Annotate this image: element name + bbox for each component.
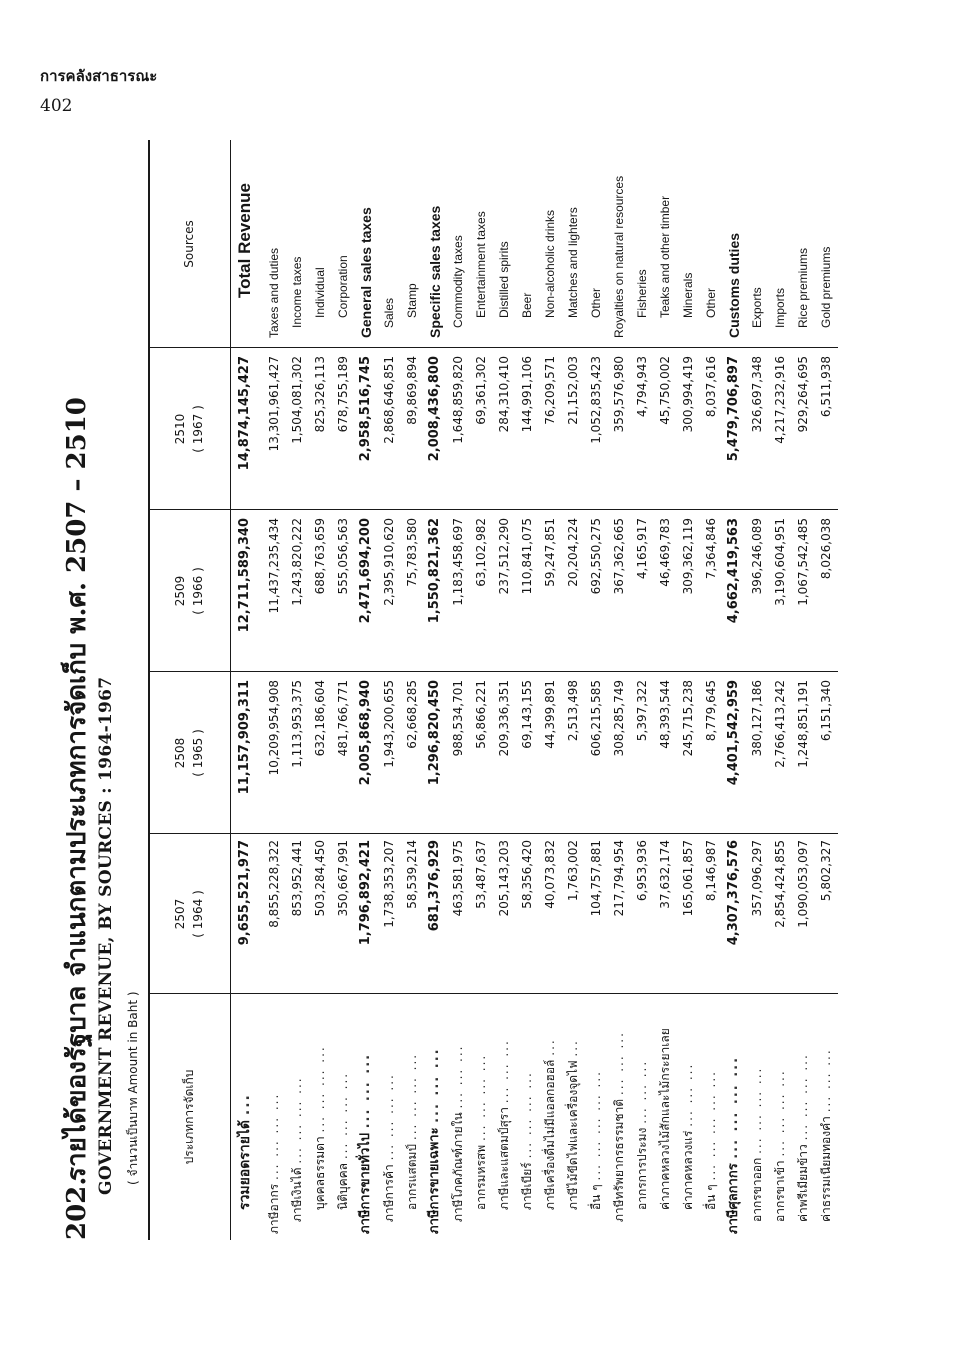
row-label-text: ภาษีอากร (267, 1183, 281, 1234)
leader-dots: ... ... ... ... (773, 1069, 787, 1157)
header-col-1965 (148, 672, 230, 834)
value-cell-2508: 988,534,701 (451, 680, 465, 757)
value-cell-2508: 48,393,544 (658, 680, 672, 749)
row-label-english: Royalties on natural resources (612, 175, 626, 338)
value-cell-2507: 6,953,936 (635, 840, 649, 902)
value-cell-2509: 237,512,290 (497, 518, 511, 595)
header-sources-thai (148, 994, 230, 1240)
value-cell-2508: 380,127,186 (750, 680, 764, 757)
value-cell-2509: 4,662,419,563 (726, 518, 741, 624)
value-cell-2510: 6,511,938 (819, 356, 833, 418)
row-label-english: Matches and lighters (566, 207, 580, 318)
value-cell-2507: 350,667,991 (336, 840, 350, 917)
value-cell-2509: 1,067,542,485 (796, 518, 810, 606)
value-cell-2509: 309,362,119 (681, 518, 695, 595)
row-label-english: Total Revenue (235, 183, 254, 298)
value-cell-2510: 76,209,571 (543, 356, 557, 425)
value-cell-2508: 632,186,604 (313, 680, 327, 757)
leader-dots: ... ... ... ... ... (704, 1070, 718, 1181)
value-cell-2510: 14,874,145,427 (237, 356, 252, 471)
value-cell-2509: 555,056,563 (336, 518, 350, 595)
row-label-text: ภาษีทรัพยากรธรรมชาติ (612, 1098, 626, 1222)
value-cell-2510: 359,576,980 (612, 356, 626, 433)
table-title-english: GOVERNMENT REVENUE, BY SOURCES : 1964-1967 (96, 676, 116, 1195)
value-cell-2510: 4,794,943 (635, 356, 649, 418)
value-cell-2507: 165,061,857 (681, 840, 695, 917)
row-label-text: ค่าภาคหลวงแร่ (681, 1130, 695, 1210)
value-cell-2510: 1,504,081,302 (290, 356, 304, 444)
value-cell-2509: 688,763,659 (313, 518, 327, 595)
table-title-thai: รายได้ของรัฐบาล จำแนกตามประเภทการจัดเก็บ พ.ศ. 2507 – 2510 (62, 397, 92, 1181)
value-cell-2510: 89,869,894 (405, 356, 419, 425)
value-cell-2508: 6,151,340 (819, 680, 833, 742)
row-label-thai (813, 986, 839, 1234)
rotated-table-block (56, 120, 856, 1240)
leader-dots: ... ... ... (612, 1031, 626, 1096)
row-label-english: Other (589, 287, 603, 318)
value-cell-2507: 205,143,203 (497, 840, 511, 917)
leader-dots: ... ... ... ... (750, 1066, 764, 1154)
row-label-english: Individual (313, 267, 327, 318)
value-cell-2509: 46,469,783 (658, 518, 672, 587)
value-cell-2509: 59,247,851 (543, 518, 557, 587)
value-cell-2507: 53,487,637 (474, 840, 488, 909)
value-cell-2507: 8,855,228,322 (267, 840, 281, 928)
value-cell-2507: 681,376,929 (427, 840, 442, 932)
row-label-english: Imports (773, 287, 787, 328)
header-ce-year: ( 1964 ) (191, 890, 205, 938)
leader-dots: ... ... ... ... (474, 1053, 488, 1142)
leader-dots: ... (566, 1039, 580, 1057)
row-label-text: อื่น ๆ (704, 1184, 718, 1210)
row-label-text: นิติบุคคล (336, 1162, 350, 1210)
value-cell-2507: 503,284,450 (313, 840, 327, 917)
row-label-text: อากรมหรสพ (474, 1144, 488, 1210)
header-col-1967 (148, 348, 230, 510)
row-label-text: ค่าธรรมเนียมทองคำ (819, 1116, 833, 1222)
value-cell-2509: 20,204,224 (566, 518, 580, 587)
running-head: การคลังสาธารณะ (40, 67, 158, 85)
value-cell-2507: 40,073,832 (543, 840, 557, 909)
value-cell-2508: 1,296,820,450 (427, 680, 442, 786)
row-label-text: บุคคลธรรมดา (313, 1136, 327, 1210)
leader-dots: ... ... ... (635, 1059, 649, 1124)
row-label-text: ภาษีเงินได้ (290, 1167, 304, 1222)
value-cell-2510: 13,301,961,427 (267, 356, 281, 452)
row-label-text: รวมยอดรายได้ (237, 1119, 253, 1210)
row-label-english: Sales (382, 297, 396, 328)
row-label-english: Entertainment taxes (474, 211, 488, 318)
leader-dots: ... ... ... ... (290, 1076, 304, 1164)
value-cell-2510: 678,755,189 (336, 356, 350, 433)
value-cell-2508: 2,513,498 (566, 680, 580, 742)
value-cell-2507: 58,539,214 (405, 840, 419, 909)
value-cell-2509: 1,550,821,362 (427, 518, 442, 624)
table-row (813, 140, 839, 1240)
value-cell-2510: 21,152,003 (566, 356, 580, 425)
row-label-text: ค่าพรีเมียมข้าว (796, 1144, 810, 1222)
value-cell-2510: 69,361,302 (474, 356, 488, 425)
value-cell-2508: 2,005,868,940 (358, 680, 373, 786)
row-label-english: Teaks and other timber (658, 195, 672, 318)
row-label-english: Beer (520, 292, 534, 318)
row-label-text: ภาษีไม้ขีดไฟและเครื่องจุดไฟ (566, 1060, 580, 1210)
value-cell-2507: 217,794,954 (612, 840, 626, 917)
header-ce-year: ( 1965 ) (191, 729, 205, 777)
value-cell-2508: 308,285,749 (612, 680, 626, 757)
leader-dots: ... ... ... ... (726, 1055, 741, 1159)
row-label-text: อากรขาออก (750, 1157, 764, 1222)
revenue-table (148, 140, 838, 1240)
row-label-english: General sales taxes (358, 207, 374, 338)
value-cell-2507: 1,763,002 (566, 840, 580, 902)
value-cell-2508: 245,715,238 (681, 680, 695, 757)
header-year: 2508 (173, 737, 187, 769)
leader-dots: ... ... ... (427, 1047, 442, 1123)
value-cell-2507: 104,757,881 (589, 840, 603, 917)
value-cell-2507: 5,802,327 (819, 840, 833, 902)
value-cell-2510: 8,037,616 (704, 356, 718, 418)
row-label-english: Fisheries (635, 269, 649, 318)
header-year: 2510 (173, 413, 187, 445)
row-label-thai (232, 974, 258, 1234)
leader-dots: ... ... ... ... (520, 1071, 534, 1159)
leader-dots: ... ... ... ... (796, 1053, 810, 1141)
row-label-english: Distilled spirits (497, 241, 511, 318)
leader-dots: ... ... ... (819, 1048, 833, 1113)
row-label-text: อากรการประมง (635, 1127, 649, 1210)
value-cell-2508: 209,336,351 (497, 680, 511, 757)
leader-dots: ... ... ... (497, 1039, 511, 1104)
row-label-text: ภาษีเบียร์ (520, 1162, 534, 1210)
value-cell-2510: 1,052,835,423 (589, 356, 603, 444)
value-cell-2509: 1,243,820,222 (290, 518, 304, 606)
table-number: 202. (62, 1176, 92, 1240)
value-cell-2510: 284,310,410 (497, 356, 511, 433)
value-cell-2509: 396,246,089 (750, 518, 764, 595)
header-year: 2509 (173, 575, 187, 607)
row-label-text: อากรขาเข้า (773, 1160, 787, 1222)
row-label-english: Exports (750, 287, 764, 328)
row-label-english: Non-alcoholic drinks (543, 209, 557, 318)
leader-dots: ... (543, 1038, 557, 1056)
value-cell-2509: 2,471,694,200 (358, 518, 373, 624)
page-number: 402 (40, 96, 73, 116)
row-label-text: ภาษีโภคภัณฑ์ภายใน (451, 1112, 465, 1222)
header-col-1966 (148, 510, 230, 672)
header-col-1964 (148, 834, 230, 994)
value-cell-2510: 45,750,002 (658, 356, 672, 425)
row-label-text: ภาษีการขายเฉพาะ (427, 1127, 442, 1234)
header-ce-year: ( 1966 ) (191, 567, 205, 615)
table-title (56, 120, 96, 1240)
row-label-english: Gold premiums (819, 246, 833, 328)
value-cell-2508: 11,157,909,311 (237, 680, 252, 795)
value-cell-2508: 56,866,221 (474, 680, 488, 749)
value-cell-2509: 692,550,275 (589, 518, 603, 595)
value-cell-2507: 1,796,892,421 (358, 840, 373, 946)
header-label-thai: ประเภทการจัดเก็บ (181, 1069, 196, 1165)
value-cell-2507: 1,738,353,207 (382, 840, 396, 928)
value-cell-2509: 110,841,075 (520, 518, 534, 595)
value-cell-2508: 481,766,771 (336, 680, 350, 757)
row-label-text: ภาษีเครื่องดื่มไม่มีแอลกอฮอล์ (543, 1059, 557, 1210)
row-label-text: ภาษีการขายทั่วไป (358, 1132, 373, 1234)
value-cell-2508: 5,397,322 (635, 680, 649, 742)
row-label-english: Customs duties (726, 232, 742, 338)
value-cell-2510: 1,648,859,820 (451, 356, 465, 444)
value-cell-2509: 7,364,846 (704, 518, 718, 580)
header-label-english: Sources (182, 220, 196, 268)
value-cell-2507: 357,096,297 (750, 840, 764, 917)
value-cell-2509: 11,437,235,434 (267, 518, 281, 614)
value-cell-2510: 300,994,419 (681, 356, 695, 433)
value-cell-2509: 75,783,580 (405, 518, 419, 587)
value-cell-2507: 9,655,521,977 (237, 840, 252, 946)
row-label-english: Minerals (681, 272, 695, 318)
value-cell-2509: 63,102,982 (474, 518, 488, 587)
value-cell-2508: 606,215,585 (589, 680, 603, 757)
value-cell-2509: 367,362,665 (612, 518, 626, 595)
row-label-english: Specific sales taxes (427, 205, 443, 338)
value-cell-2507: 37,632,174 (658, 840, 672, 909)
row-label-text: ภาษีและแสตมป์สุรา (497, 1107, 511, 1210)
row-label-text: อื่น ๆ (589, 1184, 603, 1210)
value-cell-2507: 58,356,420 (520, 840, 534, 909)
value-cell-2510: 2,008,436,800 (427, 356, 442, 462)
value-cell-2508: 1,113,953,375 (290, 680, 304, 768)
value-cell-2508: 8,779,645 (704, 680, 718, 742)
row-label-text: ค่าภาคหลวงไม้สักและไม้กระยาเลย (658, 1028, 672, 1210)
value-cell-2509: 1,183,458,697 (451, 518, 465, 606)
value-cell-2507: 1,090,053,097 (796, 840, 810, 928)
value-cell-2508: 44,399,891 (543, 680, 557, 749)
value-cell-2508: 1,943,200,655 (382, 680, 396, 768)
row-label-english: Taxes and duties (267, 247, 281, 338)
row-label-text: อากรแสตมป์ (405, 1143, 419, 1210)
row-label-english: Rice premiums (796, 247, 810, 328)
leader-dots: ... ... ... ... (313, 1045, 327, 1133)
value-cell-2510: 2,958,516,745 (358, 356, 373, 462)
value-cell-2510: 825,326,113 (313, 356, 327, 433)
value-cell-2510: 4,217,232,916 (773, 356, 787, 444)
value-cell-2509: 8,026,038 (819, 518, 833, 580)
row-label-english: Commodity taxes (451, 235, 465, 328)
leader-dots: ... ... ... ... ... (589, 1070, 603, 1181)
leader-dots: ... ... ... ... (405, 1052, 419, 1141)
header-year: 2507 (173, 898, 187, 930)
header-ce-year: ( 1967 ) (191, 405, 205, 453)
value-cell-2508: 62,668,285 (405, 680, 419, 749)
row-label-english: Stamp (405, 283, 419, 318)
leader-dots: ... ... ... (358, 1052, 373, 1129)
value-cell-2509: 12,711,589,340 (237, 518, 252, 633)
leader-dots: ... ... ... ... (267, 1092, 281, 1180)
row-label-english: Corporation (336, 255, 350, 318)
value-cell-2507: 463,581,975 (451, 840, 465, 917)
value-cell-2508: 10,209,954,908 (267, 680, 281, 776)
value-cell-2507: 8,146,987 (704, 840, 718, 902)
leader-dots: ... ... ... ... (336, 1071, 350, 1160)
header-sources-english (148, 140, 230, 348)
table-row (232, 140, 258, 1240)
leader-dots: ... (237, 1093, 253, 1116)
row-label-english: Income taxes (290, 256, 304, 328)
value-cell-2507: 4,307,376,576 (726, 840, 741, 946)
leader-dots: ... ... ... (681, 1062, 695, 1127)
value-cell-2507: 853,952,441 (290, 840, 304, 917)
value-cell-2510: 929,264,695 (796, 356, 810, 433)
leader-dots: ... ... ... (451, 1044, 465, 1109)
value-cell-2509: 2,395,910,620 (382, 518, 396, 606)
value-cell-2510: 144,991,106 (520, 356, 534, 433)
row-label-english: Other (704, 287, 718, 318)
value-cell-2507: 2,854,424,855 (773, 840, 787, 928)
value-cell-2508: 4,401,542,959 (726, 680, 741, 786)
value-cell-2508: 2,766,413,242 (773, 680, 787, 768)
value-cell-2510: 5,479,706,897 (726, 356, 741, 462)
row-label-text: ภาษีการค้า (382, 1164, 396, 1222)
value-cell-2510: 2,868,646,851 (382, 356, 396, 444)
row-label-text: ภาษีศุลกากร (726, 1163, 741, 1234)
value-cell-2509: 4,165,917 (635, 518, 649, 580)
value-cell-2510: 326,697,348 (750, 356, 764, 433)
value-cell-2508: 1,248,851,191 (796, 680, 810, 768)
unit-note: ( จำนวนเป็นบาท Amount in Baht ) (126, 991, 140, 1185)
value-cell-2508: 69,143,155 (520, 680, 534, 749)
value-cell-2509: 3,190,604,951 (773, 518, 787, 606)
leader-dots: ... ... ... ... (382, 1073, 396, 1161)
table-header-rule (230, 140, 231, 1240)
